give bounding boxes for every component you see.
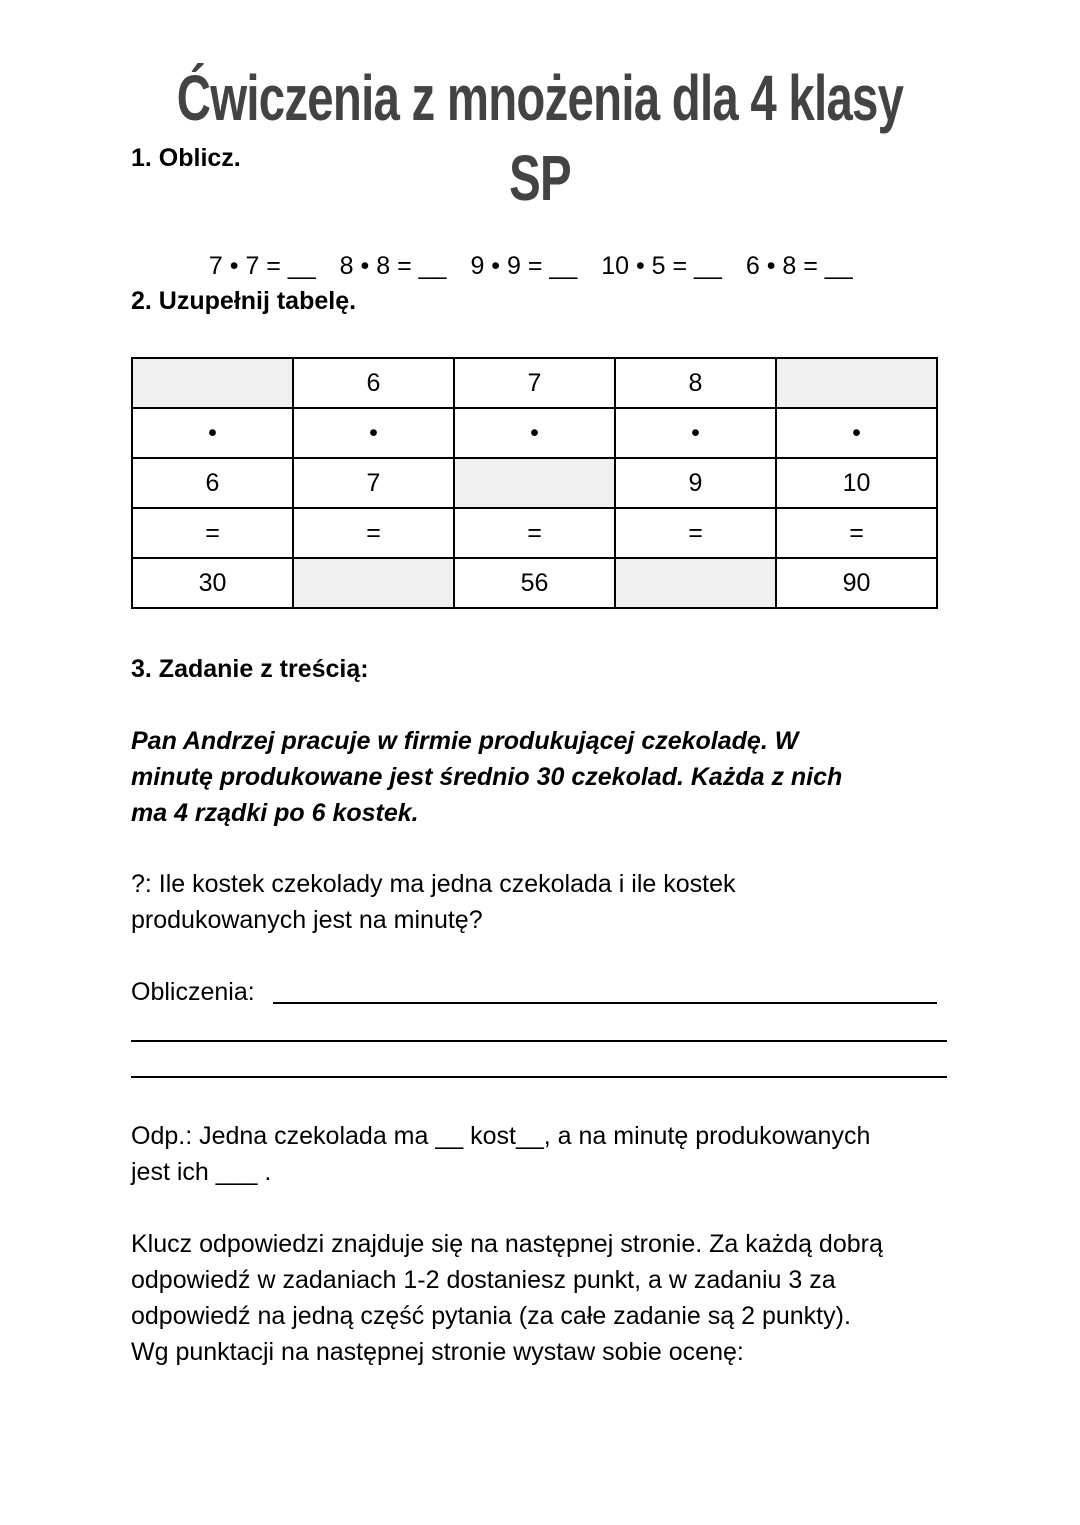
question (131, 866, 961, 938)
table-cell: 7 (293, 458, 454, 508)
instructions-line: Klucz odpowiedzi znajduje się na następnej stronie. Za każdą dobrą (131, 1230, 883, 1258)
table-cell: 7 (454, 358, 615, 408)
calc-answer-line[interactable] (131, 1040, 947, 1042)
equation: 8 • 8 = __ (339, 252, 447, 280)
blank-cell[interactable] (776, 358, 937, 408)
instructions-line: odpowiedź w zadaniach 1-2 dostaniesz punkt, a w zadaniu 3 za (131, 1266, 836, 1294)
multiplication-table (131, 357, 938, 609)
story-line: ma 4 rządki po 6 kostek. (131, 799, 419, 827)
word-problem (131, 723, 961, 831)
table-cell: • (615, 408, 776, 458)
table-cell: 30 (132, 558, 293, 608)
answer-line: Odp.: Jedna czekolada ma __ kost__, a na minutę produkowanych (131, 1122, 871, 1150)
story-line: Pan Andrzej pracuje w firmie produkującej czekoladę. W (131, 727, 799, 755)
calc-answer-line[interactable] (131, 1076, 947, 1078)
table-row (132, 508, 937, 558)
task1-heading: 1. Oblicz. (131, 144, 241, 172)
table-cell: 8 (615, 358, 776, 408)
calc-label: Obliczenia: (131, 978, 255, 1006)
equation: 7 • 7 = __ (208, 252, 316, 280)
table-cell: • (776, 408, 937, 458)
page-title: Ćwiczenia z mnożenia dla 4 klasy SP (176, 62, 904, 214)
equation: 10 • 5 = __ (601, 252, 722, 280)
table-cell: 6 (293, 358, 454, 408)
task2-heading: 2. Uzupełnij tabelę. (131, 287, 357, 315)
table-row (132, 458, 937, 508)
blank-cell[interactable] (454, 458, 615, 508)
blank-cell[interactable] (293, 558, 454, 608)
blank-cell[interactable] (132, 358, 293, 408)
table-row (132, 358, 937, 408)
table-row (132, 558, 937, 608)
equation: 9 • 9 = __ (470, 252, 578, 280)
answer-line: jest ich ___ . (131, 1158, 272, 1186)
instructions (131, 1226, 961, 1370)
equations (195, 212, 877, 284)
table-cell: 10 (776, 458, 937, 508)
instructions-line: Wg punktacji na następnej stronie wystaw sobie ocenę: (131, 1338, 744, 1366)
answer (131, 1118, 961, 1190)
table-cell: • (132, 408, 293, 458)
table-cell: 6 (132, 458, 293, 508)
instructions-line: odpowiedź na jedną część pytania (za całe zadanie są 2 punkty). (131, 1302, 851, 1330)
table-cell: = (293, 508, 454, 558)
table-cell: = (776, 508, 937, 558)
blank-cell[interactable] (615, 558, 776, 608)
table-cell: • (293, 408, 454, 458)
table-cell: = (132, 508, 293, 558)
table-cell: 56 (454, 558, 615, 608)
calc-answer-line[interactable] (273, 1002, 937, 1004)
question-line: ?: Ile kostek czekolady ma jedna czekolada i ile kostek (131, 870, 736, 898)
table-cell: 9 (615, 458, 776, 508)
table-cell: = (615, 508, 776, 558)
table-row (132, 408, 937, 458)
table-cell: • (454, 408, 615, 458)
question-line: produkowanych jest na minutę? (131, 906, 483, 934)
story-line: minutę produkowane jest średnio 30 czekolad. Każda z nich (131, 763, 843, 791)
table-cell: = (454, 508, 615, 558)
table-cell: 90 (776, 558, 937, 608)
equation: 6 • 8 = __ (745, 252, 853, 280)
task3-heading: 3. Zadanie z treścią: (131, 655, 369, 683)
